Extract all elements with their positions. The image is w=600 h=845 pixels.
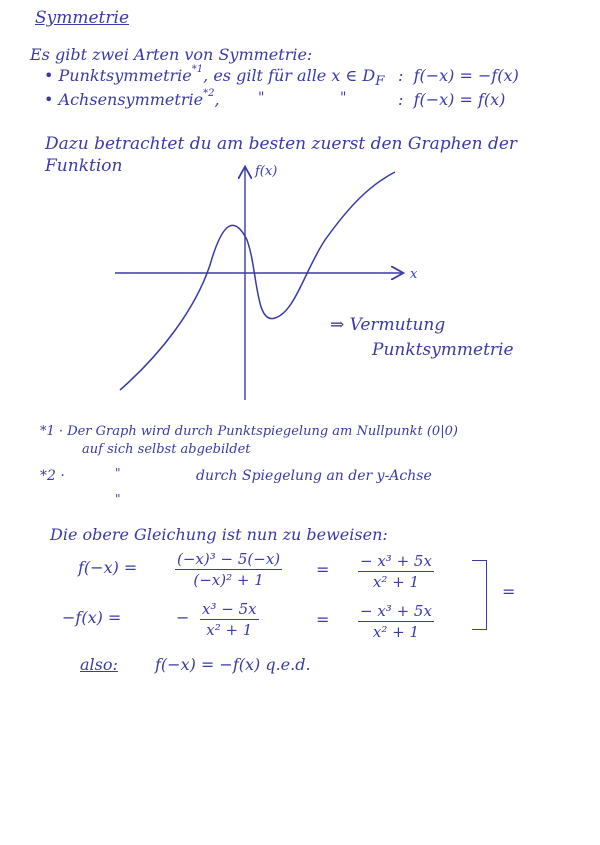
- y-axis-label: f(x): [255, 164, 278, 179]
- footnote-1: *1 · Der Graph wird durch Punktspiegelung am Nullpunkt (0|0): [40, 424, 458, 439]
- advice-line-1: Dazu betrachtet du am besten zuerst den Graphen der: [45, 134, 518, 154]
- right-bracket: [472, 560, 487, 630]
- row2-fraction: $\frac{\text{x³ − 5x}}{\text{x² + 1}}$: [202, 600, 257, 639]
- page-title: Symmetrie: [35, 8, 130, 28]
- footnote-2-marker: *2 ·: [40, 468, 65, 484]
- footnote-marker: *1: [191, 64, 204, 75]
- ditto-mark: ": [258, 90, 265, 106]
- footnote-2: durch Spiegelung an der y-Achse: [196, 468, 432, 484]
- ditto-mark: ": [115, 492, 121, 506]
- subscript: F: [375, 74, 385, 90]
- proof-conclusion: f(−x) = −f(x) q.e.d.: [155, 655, 311, 674]
- formula-axis: : f(−x) = f(x): [398, 90, 506, 109]
- proof-intro: Die obere Gleichung ist nun zu beweisen:: [50, 525, 388, 544]
- formula-point: : f(−x) = −f(x): [398, 66, 519, 85]
- footnote-marker: *2: [203, 88, 215, 99]
- row1-fraction: $\frac{\text{(−x)³ − 5(−x)}}{\text{(−x)² + 1}}$: [177, 550, 281, 589]
- item-axis-symmetry: • Achsensymmetrie$^{*2}$,: [44, 88, 220, 109]
- conjecture-line-1: ⇒ Vermutung: [330, 315, 446, 335]
- ditto-mark: ": [340, 90, 347, 106]
- also-label: also:: [80, 655, 118, 674]
- footnote-marker: *1 ·: [40, 424, 64, 439]
- advice-line-2: Funktion: [45, 156, 123, 176]
- item-label: Achsensymmetrie: [58, 90, 204, 109]
- footnote-1-cont: auf sich selbst abgebildet: [82, 442, 251, 457]
- row2-minus: −: [176, 608, 190, 627]
- intro-line: Es gibt zwei Arten von Symmetrie:: [30, 45, 313, 64]
- implies-arrow: ⇒: [330, 315, 345, 335]
- item-condition: , es gilt für alle x ∈ D: [203, 66, 376, 85]
- bracket-equals: =: [502, 582, 516, 601]
- item-point-symmetry: • Punktsymmetrie$^{*1}$, es gilt für alle x ∈ $D_F$: [44, 64, 385, 90]
- x-axis-label: x: [410, 267, 418, 282]
- row1-lhs: f(−x) =: [78, 558, 138, 577]
- ditto-mark: ": [115, 466, 121, 480]
- function-curve: [120, 172, 395, 390]
- row2-equals: =: [316, 610, 330, 629]
- conjecture-line-2: Punktsymmetrie: [372, 340, 514, 360]
- row2-lhs: −f(x) =: [62, 608, 122, 627]
- row1-equals: =: [316, 560, 330, 579]
- function-graph: [110, 160, 430, 405]
- row1-result: $\frac{\text{− x³ + 5x}}{\text{x² + 1}}$: [360, 552, 432, 591]
- row2-result: $\frac{\text{− x³ + 5x}}{\text{x² + 1}}$: [360, 602, 432, 641]
- item-label: Punktsymmetrie: [58, 66, 192, 85]
